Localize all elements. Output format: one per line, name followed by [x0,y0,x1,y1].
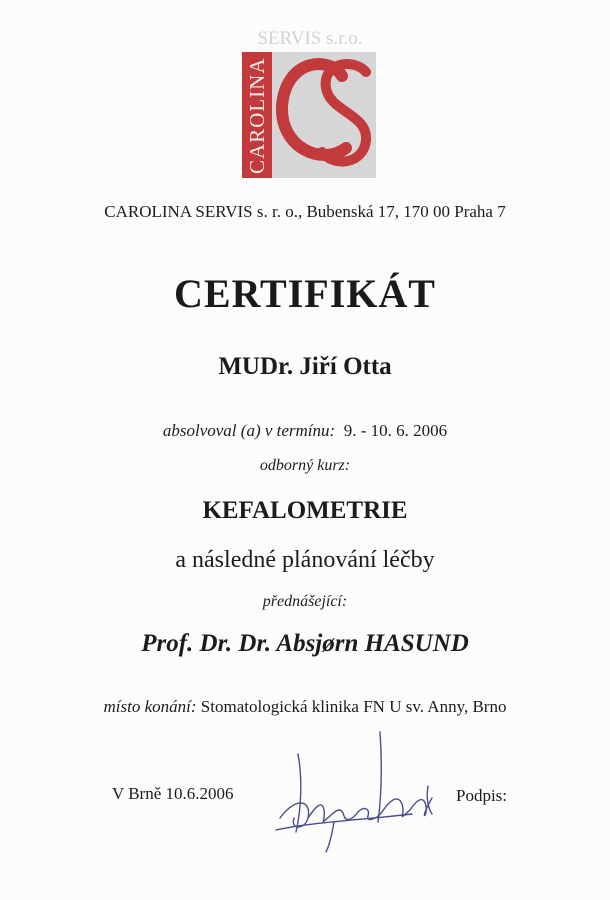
term-value: 9. - 10. 6. 2006 [343,421,448,440]
place-date: V Brně 10.6.2006 [112,784,234,803]
logo-side-text: CAROLINA [245,57,269,174]
handwritten-signature [272,726,442,856]
term-label: absolvoval (a) v termínu: [162,421,336,440]
course-name: KEFALOMETRIE [202,497,408,524]
venue-value: Stomatologická klinika FN U sv. Anny, Brno [200,697,507,716]
logo-top-text: SERVIS s.r.o. [257,28,363,49]
lecturer-label: přednášející: [262,593,348,610]
course-label: odborný kurz: [259,457,351,474]
carolina-servis-logo [238,28,378,180]
participant-name: MUDr. Jiří Otta [218,353,392,380]
issuer-address: CAROLINA SERVIS s. r. o., Bubenská 17, 170 00 Praha 7 [104,202,506,221]
lecturer-name: Prof. Dr. Dr. Absjørn HASUND [141,630,469,657]
course-term [0,421,610,441]
venue-label: místo konání: [103,697,197,716]
course-subtitle: a následné plánování léčby [175,547,435,573]
signature-label: Podpis: [456,786,508,805]
venue [0,697,610,717]
certificate-title: CERTIFIKÁT [174,271,436,316]
